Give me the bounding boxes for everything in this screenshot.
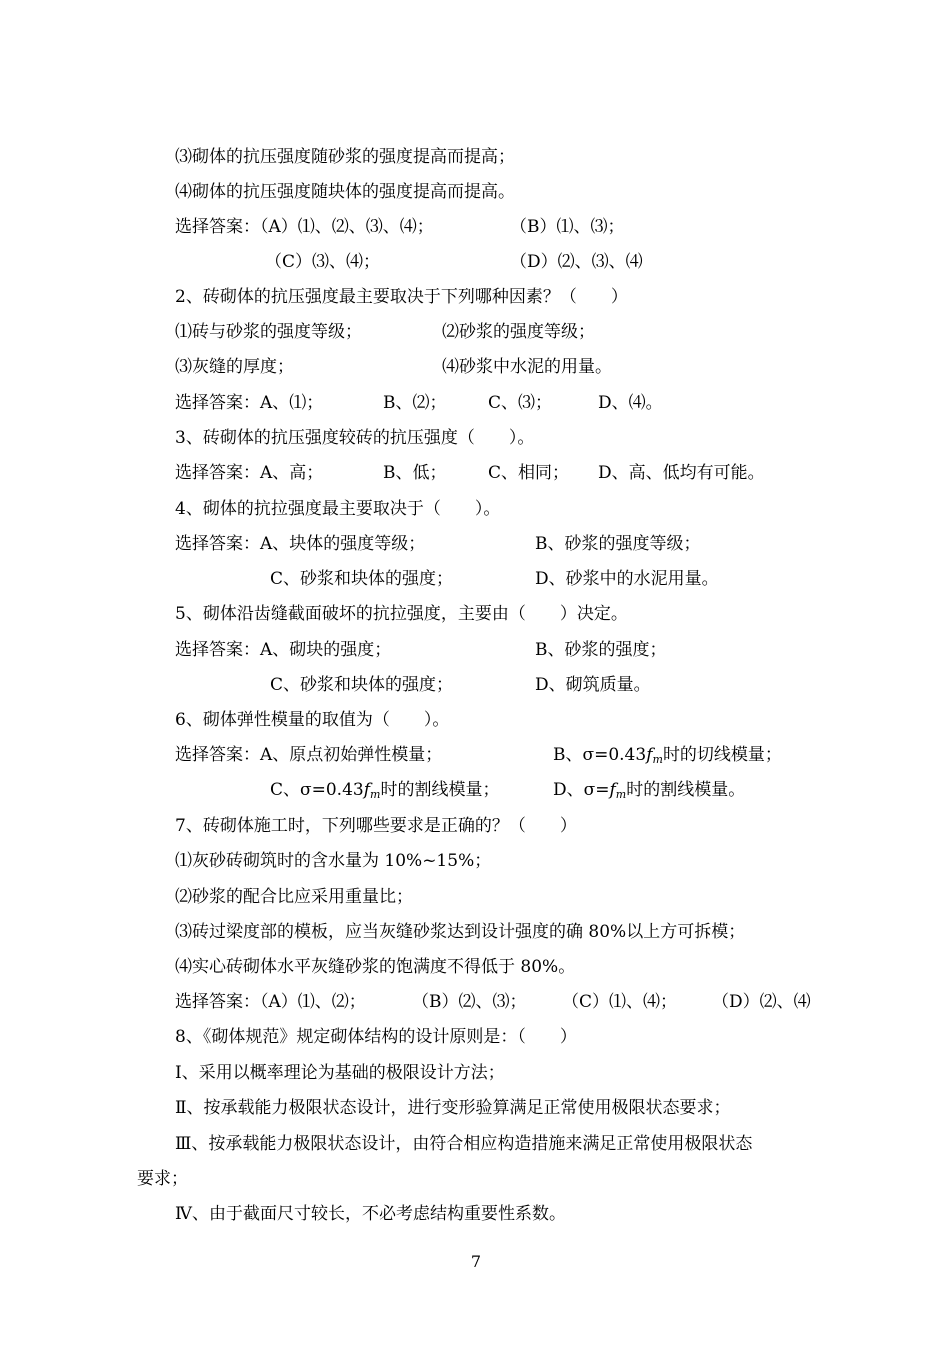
text-line: ⑴灰砂砖砌筑时的含水量为 10%~15%； [175, 851, 492, 871]
answer-option: 选择答案：A、⑴； [175, 393, 324, 413]
answer-option: D、砌筑质量。 [535, 675, 651, 695]
answer-option: 选择答案：A、高； [175, 463, 324, 483]
answer-option: B、低； [383, 463, 447, 483]
text-line: ⑶砖过梁度部的模板，应当灰缝砂浆达到设计强度的确 80%以上方可拆模； [175, 922, 746, 942]
answer-option: B、⑵； [383, 393, 447, 413]
answer-option: 选择答案：（A）⑴、⑵； [175, 992, 366, 1012]
answer-option: （B）⑴、⑶； [510, 217, 625, 237]
answer-option: B、$\sigma=0.43f_m$时的切线模量； [553, 745, 782, 766]
answer-option: （B）⑵、⑶； [412, 992, 527, 1012]
answer-option: D、$\sigma=f_m$时的割线模量。 [553, 780, 746, 801]
answer-option: C、$\sigma=0.43f_m$时的割线模量； [270, 780, 500, 801]
answer-option: C、砂浆和块体的强度； [270, 569, 454, 589]
question-7: 7、砖砌体施工时，下列哪些要求是正确的？（ ） [175, 816, 577, 836]
answer-option: D、砂浆中的水泥用量。 [535, 569, 719, 589]
question-3: 3、砖砌体的抗压强度较砖的抗压强度（ ）。 [175, 428, 535, 448]
answer-option: 选择答案：A、砌块的强度； [175, 640, 392, 660]
answer-option: C、⑶； [488, 393, 553, 413]
text-line: ⑵砂浆的强度等级； [442, 322, 595, 342]
text-line: ⑷实心砖砌体水平灰缝砂浆的饱满度不得低于 80%。 [175, 957, 576, 977]
answer-option: （D）⑵、⑶、⑷ [510, 252, 643, 272]
answer-option: 选择答案：（A）⑴、⑵、⑶、⑷； [175, 217, 434, 237]
question-8: 8、《砌体规范》规定砌体结构的设计原则是：（ ） [175, 1027, 577, 1047]
answer-option: 选择答案：A、块体的强度等级； [175, 534, 426, 554]
text-line: 要求； [137, 1169, 188, 1189]
answer-option: B、砂浆的强度； [535, 640, 667, 660]
answer-option: D、⑷。 [598, 393, 663, 413]
text-line: ⑴砖与砂浆的强度等级； [175, 322, 362, 342]
answer-option: （D）⑵、⑷ [712, 992, 811, 1012]
text-line: Ⅲ、按承载能力极限状态设计，由符合相应构造措施来满足正常使用极限状态 [175, 1134, 753, 1154]
page-number: 7 [470, 1252, 482, 1271]
answer-option: （C）⑴、⑷； [562, 992, 678, 1012]
question-5: 5、砌体沿齿缝截面破坏的抗拉强度，主要由（ ）决定。 [175, 604, 628, 624]
question-6: 6、砌体弹性模量的取值为（ ）。 [175, 710, 450, 730]
answer-option: （C）⑶、⑷； [265, 252, 381, 272]
text-line: Ⅱ、按承载能力极限状态设计，进行变形验算满足正常使用极限状态要求； [175, 1098, 731, 1118]
answer-option: D、高、低均有可能。 [598, 463, 765, 483]
answer-option: B、砂浆的强度等级； [535, 534, 701, 554]
answer-option: 选择答案：A、原点初始弹性模量； [175, 745, 443, 765]
question-4: 4、砌体的抗拉强度最主要取决于（ ）。 [175, 499, 501, 519]
text-line: Ⅳ、由于截面尺寸较长，不必考虑结构重要性系数。 [175, 1204, 566, 1224]
text-line: ⑶灰缝的厚度； [175, 357, 294, 377]
text-line: Ⅰ、采用以概率理论为基础的极限设计方法； [175, 1063, 505, 1083]
text-line: ⑷砌体的抗压强度随块体的强度提高而提高。 [175, 182, 515, 202]
text-line: ⑶砌体的抗压强度随砂浆的强度提高而提高； [175, 147, 515, 167]
answer-option: C、砂浆和块体的强度； [270, 675, 454, 695]
text-line: ⑵砂浆的配合比应采用重量比； [175, 887, 413, 907]
question-2: 2、砖砌体的抗压强度最主要取决于下列哪种因素？（ ） [175, 287, 628, 307]
answer-option: C、相同； [488, 463, 570, 483]
text-line: ⑷砂浆中水泥的用量。 [442, 357, 612, 377]
